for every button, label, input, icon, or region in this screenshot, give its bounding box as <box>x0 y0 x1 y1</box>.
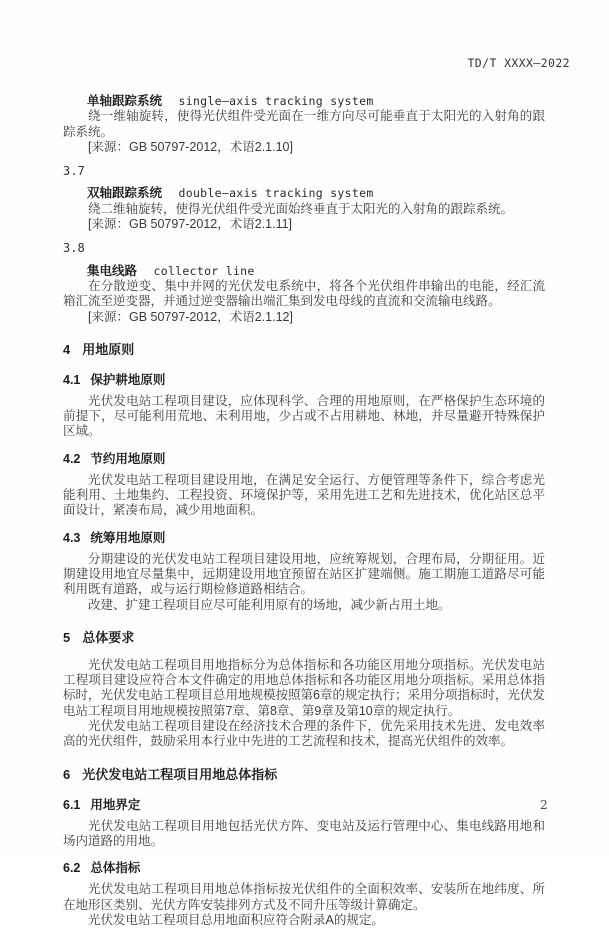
chapter-title: 用地原则 <box>82 341 135 357</box>
term-entry <box>63 94 545 155</box>
section-heading-6-2 <box>63 858 545 876</box>
term-number: 3.7 <box>63 164 85 179</box>
term-entry <box>63 186 545 232</box>
term-title <box>63 94 545 109</box>
section-heading-4-1 <box>63 370 545 388</box>
doc-code: TD/T XXXX—2022 <box>467 56 570 70</box>
section-number: 4.3 <box>63 530 81 545</box>
paragraph: 光伏发电站工程项目用地指标分为总体指标和各功能区用地分项指标。光伏发电站工程项目建设应符合本文件确定的用地总体指标和各功能区用地分项指标。采用总体指标时，光伏发电站工程项目总用地规模按照第6章的规定执行；采用分项指标时，光伏发电站工程项目用地规模按照第7章、第8章、第9章及第10章的规定执行。 <box>63 657 545 718</box>
page-number: 2 <box>540 798 548 812</box>
section-heading-4-3 <box>63 528 545 546</box>
term-title-cn: 单轴跟踪系统 <box>87 94 163 108</box>
term-title-cn: 双轴跟踪系统 <box>87 186 163 201</box>
term-title <box>63 264 545 279</box>
term-number: 3.8 <box>63 241 85 256</box>
section-number: 4.1 <box>63 372 81 387</box>
term-entry <box>63 264 545 325</box>
term-title-en: single—axis tracking system <box>178 94 374 108</box>
section-title: 统筹用地原则 <box>90 530 166 545</box>
term-title <box>63 186 545 201</box>
term-title-en: collector line <box>153 263 255 278</box>
section-title: 节约用地原则 <box>90 451 166 466</box>
paragraph: 光伏发电站工程项目总用地面积应符合附录A的规定。 <box>88 912 384 927</box>
page-header <box>63 56 570 70</box>
section-number: 6.2 <box>63 861 81 876</box>
chapter-number: 5 <box>63 629 71 645</box>
term-definition: 绕一维轴旋转，使得光伏组件受光面在一维方向尽可能垂直于太阳光的入射角的跟踪系统。 <box>63 109 545 139</box>
term-source: [来源：GB 50797-2012，术语2.1.10] <box>88 139 293 154</box>
section-heading-6-1 <box>63 795 545 813</box>
chapter-heading-5 <box>63 627 545 646</box>
chapter-number: 4 <box>63 341 71 357</box>
section-number: 4.2 <box>63 451 81 466</box>
section-title: 保护耕地原则 <box>90 372 166 387</box>
term-definition: 绕二维轴旋转，使得光伏组件受光面始终垂直于太阳光的入射角的跟踪系统。 <box>88 201 514 216</box>
section-title: 用地界定 <box>90 797 141 812</box>
paragraph: 改建、扩建工程项目应尽可能利用原有的场地，减少新占用土地。 <box>88 597 451 612</box>
paragraph: 光伏发电站工程项目建设，应体现科学、合理的用地原则，在严格保护生态环境的前提下，尽可能利用荒地、未利用地，少占或不占用耕地、林地，并尽量避开特殊保护区域。 <box>63 393 545 439</box>
paragraph: 光伏发电站工程项目建设在经济技术合理的条件下，优先采用技术先进、发电效率高的光伏组件，鼓励采用本行业中先进的工艺流程和技术，提高光伏组件的效率。 <box>63 719 545 749</box>
term-definition: 在分散逆变、集中并网的光伏发电系统中，将各个光伏组件串输出的电能，经汇流箱汇流至逆变器，并通过逆变器输出端汇集到发电母线的直流和交流输电线路。 <box>63 278 545 309</box>
term-source: [来源：GB 50797-2012，术语2.1.12] <box>88 309 293 324</box>
chapter-title: 总体要求 <box>82 629 135 645</box>
section-title: 总体指标 <box>90 861 141 876</box>
paragraph: 光伏发电站工程项目用地包括光伏方阵、变电站及运行管理中心、集电线路用地和场内道路的用地。 <box>63 818 545 848</box>
chapter-heading-6 <box>63 764 545 783</box>
section-number: 6.1 <box>63 797 81 812</box>
chapter-number: 6 <box>63 766 71 782</box>
paragraph: 分期建设的光伏发电站工程项目建设用地，应统筹规划，合理布局，分期征用。近期建设用地宜尽量集中，远期建设用地宜预留在站区扩建端侧。施工期施工道路尽可能利用既有道路，或与运行期检修道路相结合。 <box>63 551 545 597</box>
term-title-en: double—axis tracking system <box>178 186 374 201</box>
chapter-heading-4 <box>63 339 545 358</box>
chapter-title: 光伏发电站工程项目用地总体指标 <box>82 766 278 782</box>
term-title-cn: 集电线路 <box>87 263 138 278</box>
paragraph: 光伏发电站工程项目建设用地，在满足安全运行、方便管理等条件下，综合考虑光能利用、土地集约、工程投资、环境保护等，采用先进工艺和先进技术，优化站区总平面设计，紧凑布局，减少用地面积。 <box>63 472 545 518</box>
section-heading-4-2 <box>63 449 545 467</box>
term-source: [来源：GB 50797-2012，术语2.1.11] <box>88 217 293 232</box>
paragraph: 光伏发电站工程项目用地总体指标按光伏组件的全面积效率、安装所在地纬度、所在地形区类别、光伏方阵安装排列方式及不同升压等级计算确定。 <box>63 882 545 912</box>
